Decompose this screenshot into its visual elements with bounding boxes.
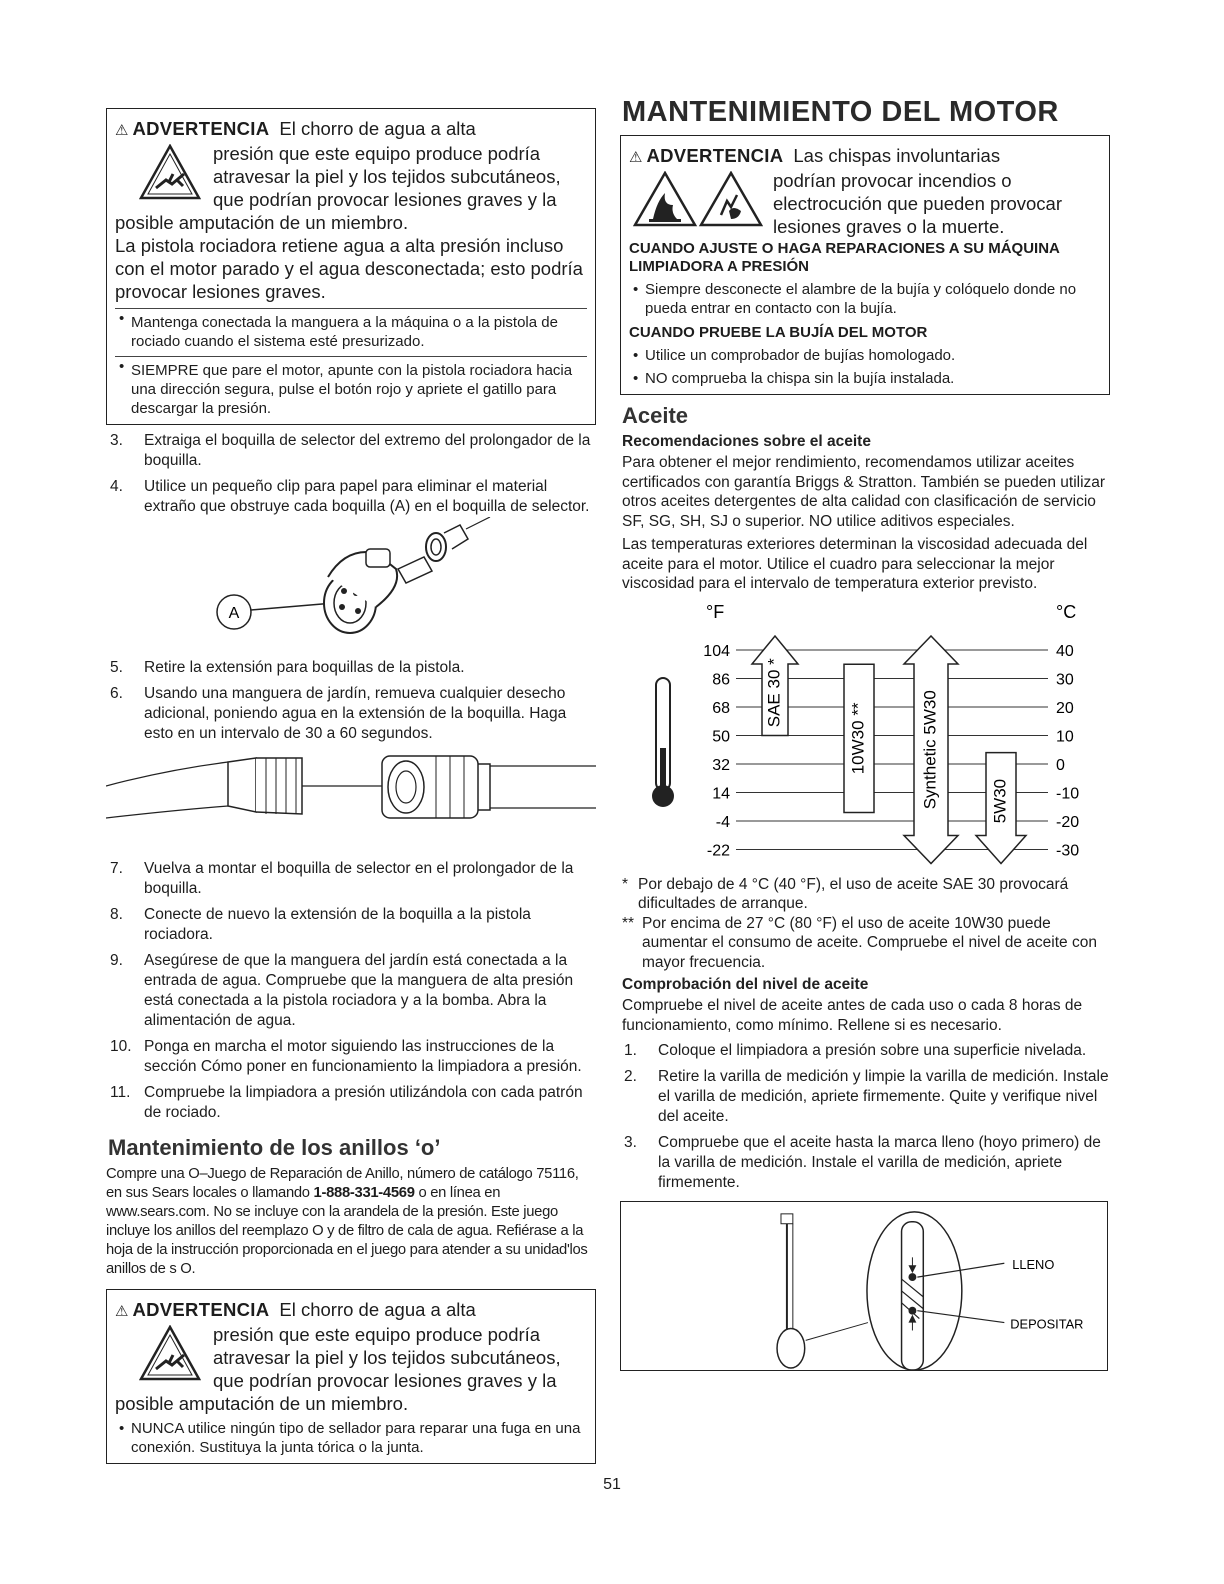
warning-bullet: • NO comprueba la chispa sin la bujía instalada. [629, 369, 1101, 388]
subsection-title: Recomendaciones sobre el aceite [622, 433, 871, 450]
f-tick-label: -22 [706, 842, 730, 859]
alert-icon: ⚠ [115, 1303, 129, 1320]
warning-text-2: La pistola rociadora retiene agua a alta presión incluso con el motor parado y el agua desconectada; esto podría provocar lesiones graves. [115, 235, 583, 302]
list-item: 7. Vuelva a montar el boquilla de selector en el prolongador de la boquilla. [110, 860, 574, 897]
left-column [106, 108, 596, 1464]
warning-bullet: • NUNCA utilice ningún tipo de sellador para reparar una fuga en una conexión. Sustituya la junta tórica o la junta. [115, 1419, 587, 1457]
phone-number: 1-888-331-4569 [313, 1185, 415, 1201]
oil-band [752, 636, 798, 736]
oil-band [904, 636, 958, 864]
nozzle-selector-illustration [106, 517, 596, 647]
page-title: MANTENIMIENTO DEL MOTOR [622, 96, 1059, 128]
callout-a-label: A [228, 605, 240, 622]
steps-list-b [106, 658, 596, 744]
f-tick-label: 14 [712, 785, 730, 802]
warning-bullet: • Siempre desconecte el alambre de la bujía y colóquelo donde no pueda entrar en contacto con la bujía. [629, 280, 1101, 318]
warning-body [115, 1323, 587, 1415]
list-item: 4. Utilice un pequeño clip para papel para eliminar el material extraño que obstruye cada boquilla (A) en el boquilla de selector. [110, 478, 590, 515]
oil-band-label: Synthetic 5W30 [920, 689, 940, 809]
oil-band [844, 664, 874, 812]
warning-keyword: ADVERTENCIA [646, 145, 784, 166]
list-item: 11. Compruebe la limpiadora a presión utilizándola con cada patrón de rociado. [110, 1084, 583, 1121]
steps-list-c [106, 859, 596, 1123]
alert-icon: ⚠ [115, 122, 129, 139]
list-item: 10. Ponga en marcha el motor siguiendo las instrucciones de la sección Cómo poner en funcionamiento la limpiadora a presión. [110, 1038, 582, 1075]
warning-header [115, 1298, 587, 1323]
list-item: 2. Retire la varilla de medición y limpie la varilla de medición. Instale el varilla de medición, apriete firmemente. Quite y verifique nivel del aceite. [624, 1068, 1109, 1125]
list-item: 6. Usando una manguera de jardín, remueva cualquier desecho adicional, poniendo agua en la extensión de la boquilla. Haga esto en un intervalo de 30 a 60 segundos. [110, 685, 567, 742]
c-tick-label: -20 [1056, 813, 1080, 831]
f-tick-label: 68 [712, 699, 730, 717]
warning-body [629, 169, 1101, 238]
c-tick-label: 20 [1056, 699, 1074, 717]
warning-box-spark [620, 135, 1110, 395]
c-tick-label: 30 [1056, 671, 1074, 688]
warning-subheading: CUANDO AJUSTE O HAGA REPARACIONES A SU MÁQUINA LIMPIADORA A PRESIÓN [629, 240, 1060, 275]
warning-lead: Las chispas involuntarias [793, 145, 1001, 166]
paragraph: Compruebe el nivel de aceite antes de cada uso o cada 8 horas de funcionamiento, como mínimo. Rellene si es necesario. [622, 997, 1083, 1034]
c-tick-label: 0 [1056, 756, 1065, 774]
footnote: * Por debajo de 4 °C (40 °F), el uso de aceite SAE 30 provocará dificultades de arranque. [622, 875, 1069, 912]
fire-shock-hazard-icons [633, 171, 763, 227]
warning-text: podrían provocar incendios o electrocución que pueden provocar lesiones graves o la muerte. [773, 170, 1062, 237]
f-tick-label: 50 [712, 728, 730, 745]
footnote: ** Por encima de 27 °C (80 °F) el uso de aceite 10W30 puede aumentar el consumo de aceite. Compruebe el nivel de aceite con mayor frecuencia. [622, 914, 1097, 971]
right-column [620, 96, 1110, 1376]
footnotes [620, 875, 1110, 973]
oil-band-label: SAE 30 * [764, 657, 784, 727]
warning-box-high-pressure [106, 108, 596, 425]
c-tick-label: 40 [1056, 642, 1074, 660]
injection-hazard-icon [139, 144, 201, 200]
oil-band-label: 5W30 [990, 778, 1010, 823]
paragraph: Para obtener el mejor rendimiento, recomendamos utilizar aceites certificados con garantía Briggs & Stratton. También se pueden utilizar otros aceites detergentes de alta calidad con clasificación de servicio SF, SG, SH, SJ o superior. NO utilice aditivos especiales. [622, 454, 1106, 530]
f-tick-label: 104 [703, 642, 730, 660]
list-item: 1. Coloque el limpiadora a presión sobre una superficie nivelada. [624, 1042, 1087, 1059]
warning-text: presión que este equipo produce podría atravesar la piel y los tejidos subcutáneos, que podrían provocar lesiones graves y la posible amputación de un miembro. [115, 1324, 561, 1414]
f-tick-label: 86 [712, 671, 730, 688]
oring-paragraph: Compre una O–Juego de Reparación de Anillo, número de catálogo 75116, en sus Sears locales o llamando 1-888-331-4569 o en línea en www.sears.com. No se incluye con la arandela de la presión. Este juego incluye los anillos del reemplazo O y de filtro de cala de agua. Refiérase a la hoja de la instrucción proporcionada en el juego para atender a su unidad'los anillos de s O. [106, 1166, 588, 1277]
full-mark-label: LLENO [1012, 1257, 1055, 1273]
c-tick-label: -10 [1056, 785, 1080, 802]
dipstick-illustration [620, 1201, 1108, 1371]
warning-lead: El chorro de agua a alta [279, 118, 476, 139]
alert-icon: ⚠ [629, 149, 643, 166]
oring-section-title: Mantenimiento de los anillos ‘o’ [108, 1135, 441, 1160]
list-item: 3. Compruebe que el aceite hasta la marca lleno (hoyo primero) de la varilla de medición. Instale el varilla de medición, apriete firmemente. [624, 1134, 1101, 1191]
list-item: 9. Asegúrese de que la manguera del jardín está conectada a la entrada de agua. Compruebe que la manguera de alta presión está conectada a la pistola rociadora y a la bomba. Abra la alimentación de agua. [110, 952, 574, 1029]
c-tick-label: -30 [1056, 842, 1080, 859]
subsection-title: Comprobación del nivel de aceite [622, 976, 869, 993]
warning-keyword: ADVERTENCIA [132, 118, 270, 139]
f-tick-label: -4 [715, 813, 730, 831]
warning-keyword: ADVERTENCIA [132, 1299, 270, 1320]
check-steps [620, 1041, 1110, 1193]
warning-header [115, 117, 587, 142]
hose-connector-illustration [106, 748, 596, 848]
add-mark-label: DEPOSITAR [1010, 1316, 1084, 1332]
list-item: 8. Conecte de nuevo la extensión de la boquilla a la pistola rociadora. [110, 906, 531, 943]
c-tick-label: 10 [1056, 728, 1074, 745]
warning-bullet: • SIEMPRE que pare el motor, apunte con la pistola rociadora hacia una dirección segura, pulse el botón rojo y apriete el gatillo para descargar la presión. [115, 356, 587, 418]
warning-header [629, 144, 1101, 169]
unit-celsius: °C [1056, 601, 1077, 622]
oil-viscosity-chart [620, 598, 1110, 868]
page-number: 51 [603, 1476, 621, 1493]
warning-box-sealant [106, 1289, 596, 1464]
injection-hazard-icon [139, 1325, 201, 1381]
warning-subheading: CUANDO PRUEBE LA BUJÍA DEL MOTOR [629, 324, 928, 341]
oil-band-label: 10W30 ** [848, 701, 868, 774]
f-tick-label: 32 [712, 756, 730, 774]
warning-lead: El chorro de agua a alta [279, 1299, 476, 1320]
unit-fahrenheit: °F [706, 601, 725, 622]
warning-text: presión que este equipo produce podría atravesar la piel y los tejidos subcutáneos, que podrían provocar lesiones graves y la posible amputación de un miembro. [115, 143, 561, 233]
section-title-oil: Aceite [622, 403, 689, 428]
thermometer-icon [652, 678, 674, 807]
steps-list-a [106, 431, 596, 517]
warning-bullet: • Mantenga conectada la manguera a la máquina o a la pistola de rociado cuando el sistema esté presurizado. [115, 308, 587, 351]
warning-bullet: • Utilice un comprobador de bujías homologado. [629, 346, 1101, 365]
oil-band [976, 752, 1026, 863]
warning-body [115, 142, 587, 303]
list-item: 3. Extraiga el boquilla de selector del extremo del prolongador de la boquilla. [110, 432, 591, 469]
paragraph: Las temperaturas exteriores determinan la viscosidad adecuada del aceite para el motor. Utilice el cuadro para seleccionar la mejor viscosidad para el intervalo de temperatura exterior previsto. [622, 536, 1088, 592]
list-item: 5. Retire la extensión para boquillas de la pistola. [110, 659, 465, 676]
